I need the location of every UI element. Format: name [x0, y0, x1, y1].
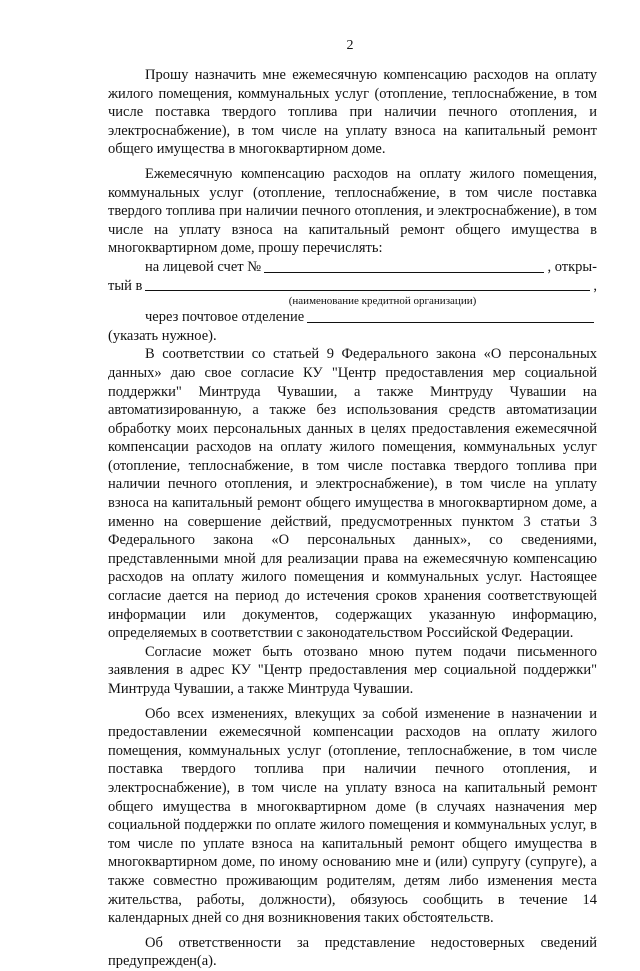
post-office-blank[interactable]	[307, 310, 594, 323]
paragraph-request: Прошу назначить мне ежемесячную компенсацию расходов на оплату жилого помещения, коммунальных услуг (отопление, теплоснабжение, в том числе поставка твердого топлива при наличии печного отопления, и электроснабжение), в том числе на уплату взноса на капитальный ремонт общего имущества в многоквартирном доме.	[108, 67, 597, 158]
bank-name-suffix: ,	[593, 277, 597, 294]
paragraph-change-notification: Обо всех изменениях, влекущих за собой изменение в назначении и предоставлении ежемесячной компенсации расходов на оплату жилого помещения, коммунальных услуг (отопление, теплоснабжение, в том числе поставка твердого топлива при наличии печного отопления, и электроснабжение), в том числе на уплату взноса на капитальный ремонт общего имущества в многоквартирном доме (в случаях назначения мер социальной поддержки по оплате жилого помещения и коммунальных услуг, в том числе по уплате взноса на капитальный ремонт общего имущества в многоквартирном доме, по иному основанию мне и (или) супругу (супруге), а также совместно проживающим родителям, детям либо изменения места жительства, работы, должности), обязуюсь сообщить в течение 14 календарных дней со дня возникновения таких обстоятельств.	[108, 705, 597, 927]
account-number-blank[interactable]	[264, 260, 544, 273]
paragraph-personal-data-consent: В соответствии со статьей 9 Федерального закона «О персональных данных» даю свое согласие КУ "Центр предоставления мер социальной поддержки" Минтруда Чувашии, а также Минтруду Чувашии на автоматизированную, а также без использования средств автоматизации обработку моих персональных данных в целях предоставления ежемесячной компенсации расходов на оплату жилого помещения, коммунальных услуг (отопление, теплоснабжение, в том числе поставка твердого топлива при наличии печного отопления, и электроснабжение), в том числе на уплату взноса на капитальный ремонт общего имущества в многоквартирном доме, а именно на совершение действий, предусмотренных пунктом 3 статьи 3 Федерального закона «О персональных данных», со сведениями, представленными мной для реализации права на ежемесячную компенсацию расходов на оплату жилого помещения и коммунальных услуг. Настоящее согласие дается на период до истечения сроков хранения соответствующей информации или документов, содержащих указанную информацию, определяемых в соответствии с законодательством Российской Федерации.	[108, 346, 597, 642]
document-body	[108, 66, 597, 971]
post-office-line	[108, 308, 597, 327]
bank-name-label: тый в	[108, 277, 143, 294]
paragraph-consent-withdrawal: Согласие может быть отозвано мною путем подачи письменного заявления в адрес КУ "Центр предоставления мер социальной поддержки" Минтруда Чувашии, а также Минтруда Чувашии.	[108, 643, 597, 697]
paragraph-payment-instructions: Ежемесячную компенсацию расходов на оплату жилого помещения, коммунальных услуг (отопление, теплоснабжение, в том числе поставка твердого топлива при наличии печного отопления, и электроснабжение), в том числе на уплату взноса на капитальный ремонт общего имущества в многоквартирном доме, прошу перечислять:	[108, 165, 597, 257]
bank-name-blank[interactable]	[145, 278, 590, 291]
account-number-label: на лицевой счет №	[145, 258, 262, 275]
paragraph-liability-warning: Об ответственности за представление недостоверных сведений предупрежден(а).	[108, 934, 597, 970]
specify-note: (указать нужное).	[108, 327, 217, 344]
account-number-suffix: , откры-	[547, 258, 597, 275]
bank-name-caption: (наименование кредитной организации)	[288, 295, 477, 308]
post-office-label: через почтовое отделение	[145, 309, 305, 326]
bank-name-line	[108, 277, 597, 296]
page-number: 2	[346, 38, 354, 53]
account-number-line	[108, 258, 597, 277]
